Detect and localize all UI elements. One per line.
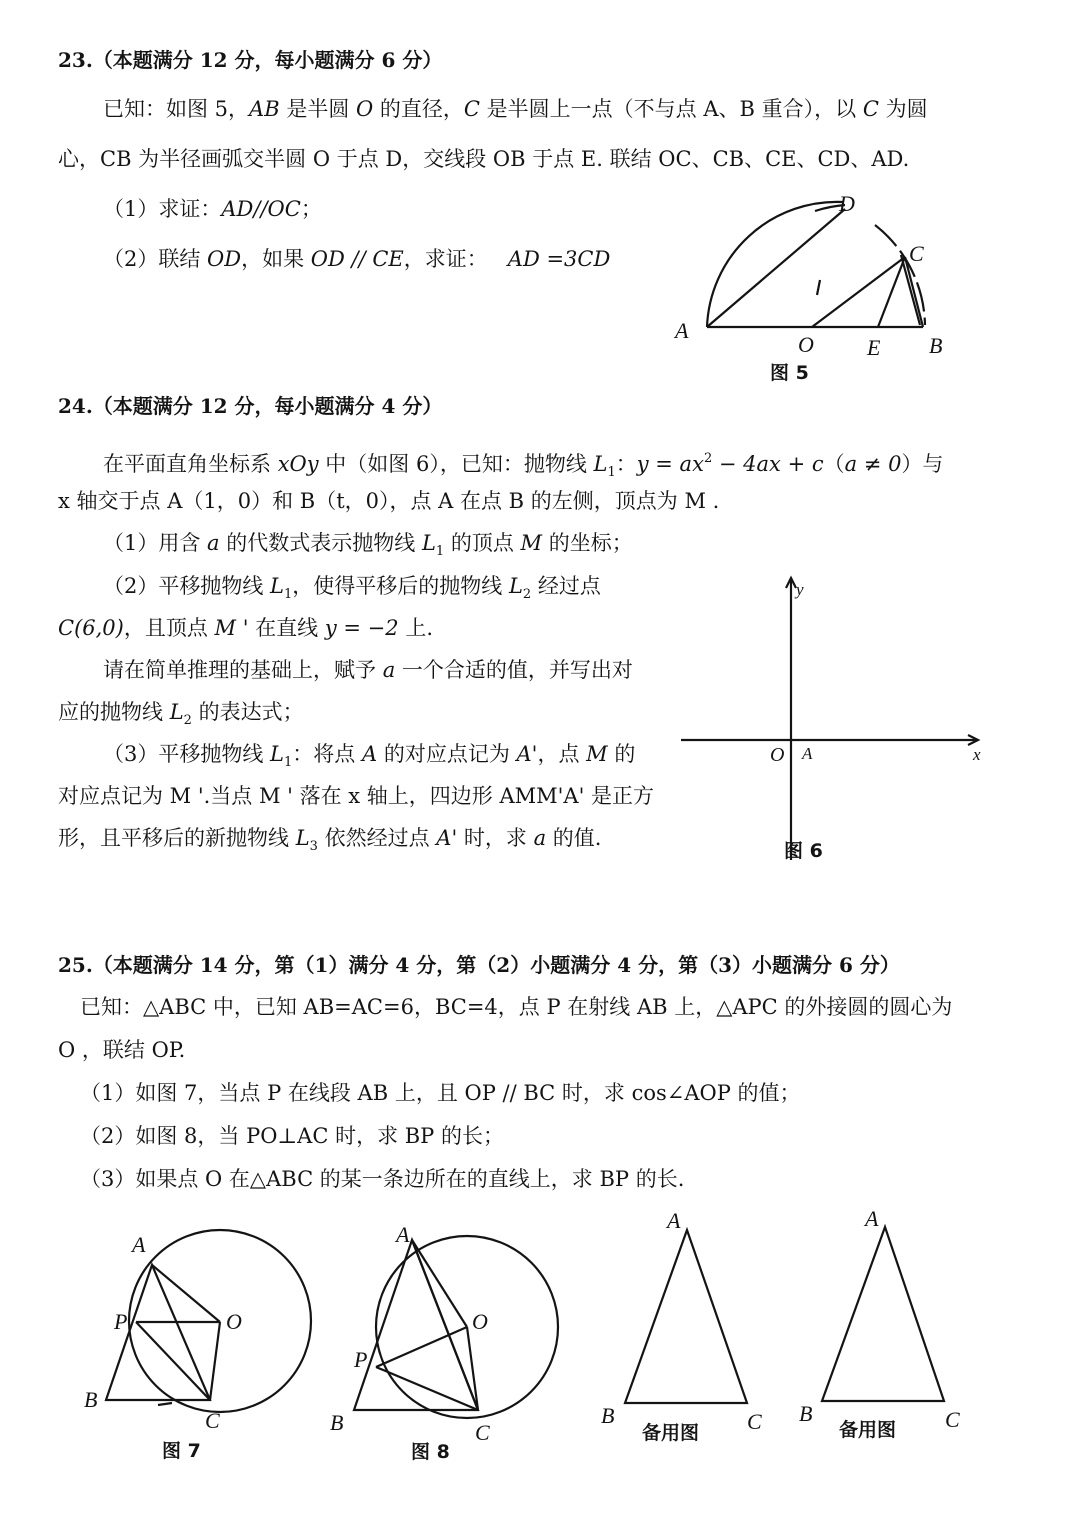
segment-ac: [412, 1240, 478, 1410]
q23-part2: （2）联结 OD，如果 OD // CE，求证： AD =3CD: [103, 247, 611, 271]
figure-5: [665, 185, 965, 390]
q23-line2: 心，CB 为半径画弧交半圆 O 于点 D，交线段 OB 于点 E. 联结 OC、CB、CE、CD、AD.: [58, 147, 910, 171]
q23-header: 23.（本题满分 12 分，每小题满分 6 分）: [58, 48, 443, 72]
caption-fig6: 图 6: [784, 840, 823, 862]
caption-spare2: 备用图: [839, 1419, 897, 1441]
triangle-abc: [822, 1227, 944, 1401]
label-d: D: [839, 191, 855, 216]
figure-6: [676, 570, 996, 870]
label-c: C: [945, 1407, 960, 1432]
q23-part1: （1）求证：AD//OC；: [103, 197, 322, 221]
q24-part2-line2: C(6,0)，且顶点 M ' 在直线 y = −2 上.: [58, 616, 433, 640]
spare-figure-2: [795, 1205, 980, 1455]
q25-part3: （3）如果点 O 在△ABC 的某一条边所在的直线上，求 BP 的长.: [80, 1167, 685, 1191]
label-x: x: [973, 745, 981, 764]
mark-od: [817, 280, 820, 295]
label-b: B: [84, 1387, 98, 1412]
label-o: O: [770, 744, 785, 766]
q24-part3-line2: 对应点记为 M '.当点 M ' 落在 x 轴上，四边形 AMM'A' 是正方: [58, 784, 655, 808]
q25-line1: 已知：△ABC 中，已知 AB=AC=6，BC=4，点 P 在射线 AB 上，△APC 的外接圆的圆心为: [80, 995, 953, 1019]
label-a: A: [675, 318, 689, 343]
label-a: A: [865, 1206, 879, 1231]
label-y: y: [796, 580, 804, 599]
triangle-abc: [625, 1230, 747, 1403]
segment-oc: [210, 1322, 220, 1400]
q24-line2: x 轴交于点 A（1，0）和 B（t，0），点 A 在点 B 的左侧，顶点为 M .: [58, 489, 720, 513]
caption-fig8: 图 8: [411, 1441, 450, 1463]
label-e: E: [867, 335, 881, 360]
caption-fig5: 图 5: [770, 362, 809, 384]
q25-header: 25.（本题满分 14 分，第（1）满分 4 分，第（2）小题满分 4 分，第（3）小题满分 6 分）: [58, 953, 900, 977]
q24-part1: （1）用含 a 的代数式表示抛物线 $L_1$ 的顶点 M 的坐标；: [103, 531, 633, 559]
label-o: O: [798, 332, 814, 357]
label-b: B: [929, 333, 943, 358]
label-c: C: [747, 1409, 762, 1434]
arrow-mark: [158, 1403, 172, 1405]
label-c: C: [909, 241, 924, 266]
label-a: A: [667, 1208, 681, 1233]
segment-ad: [707, 209, 845, 327]
label-p: P: [114, 1309, 128, 1334]
figure-7: [80, 1225, 330, 1470]
q25-line2: O ，联结 OP.: [58, 1038, 186, 1062]
q24-part2-line3: 请在简单推理的基础上，赋予 a 一个合适的值，并写出对: [103, 658, 633, 682]
q24-part2-line1: （2）平移抛物线 $L_1$，使得平移后的抛物线 $L_2$ 经过点: [103, 574, 601, 602]
spare-figure-1: [595, 1205, 780, 1455]
label-b: B: [330, 1410, 344, 1435]
label-a: A: [802, 744, 813, 763]
segment-ao: [412, 1240, 467, 1327]
label-o: O: [226, 1309, 242, 1334]
segment-pc: [136, 1322, 210, 1400]
label-c: C: [205, 1408, 220, 1433]
q24-part3-line1: （3）平移抛物线 $L_1$：将点 A 的对应点记为 A'，点 M 的: [103, 742, 636, 770]
label-o: O: [472, 1309, 488, 1334]
figure-8: [328, 1220, 568, 1470]
q24-part2-line4: 应的抛物线 $L_2$ 的表达式；: [58, 700, 304, 728]
label-a: A: [132, 1232, 146, 1257]
q23-line1: 已知：如图 5，AB 是半圆 O 的直径，C 是半圆上一点（不与点 A、B 重合），以 C 为圆: [103, 97, 928, 121]
label-a: A: [396, 1222, 410, 1247]
label-c: C: [475, 1420, 490, 1445]
caption-spare1: 备用图: [642, 1422, 700, 1444]
q25-part2: （2）如图 8，当 PO⊥AC 时，求 BP 的长；: [80, 1124, 504, 1148]
segment-ao: [152, 1265, 220, 1322]
label-p: P: [354, 1347, 368, 1372]
q24-line1: 在平面直角坐标系 xOy 中（如图 6），已知：抛物线 $L_1$：$y = ax^2 - 4ax + c(a \ne 0)$与: [103, 451, 944, 480]
label-b: B: [601, 1403, 615, 1428]
caption-fig7: 图 7: [162, 1440, 201, 1462]
q24-header: 24.（本题满分 12 分，每小题满分 4 分）: [58, 394, 443, 418]
q24-part3-line3: 形，且平移后的新抛物线 $L_3$ 依然经过点 A' 时，求 a 的值.: [58, 826, 602, 854]
label-b: B: [799, 1401, 813, 1426]
q25-part1: （1）如图 7，当点 P 在线段 AB 上，且 OP // BC 时，求 cos∠AOP 的值；: [80, 1081, 801, 1105]
